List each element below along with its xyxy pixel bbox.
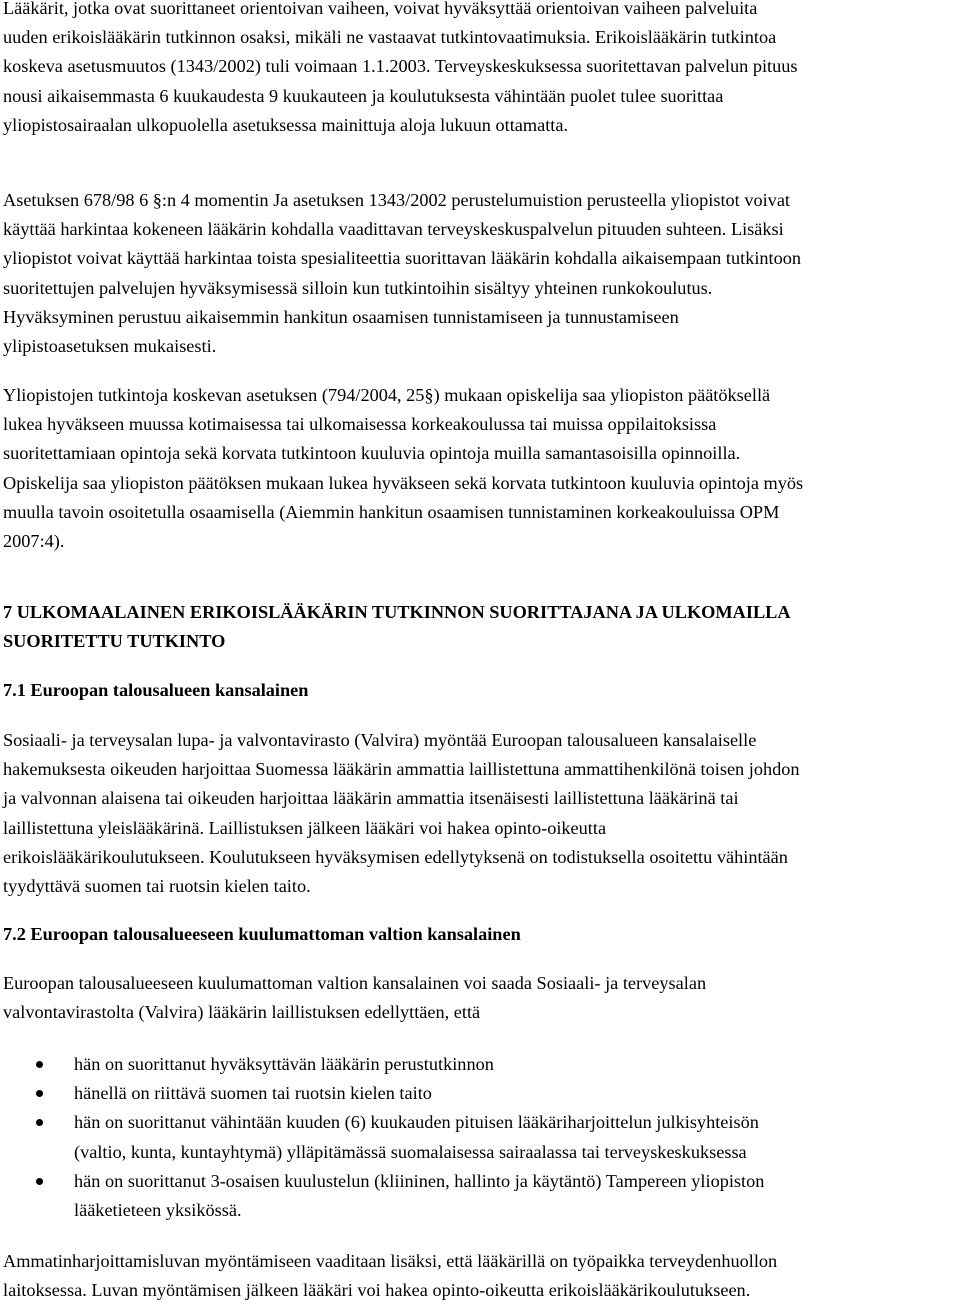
section-7-1-heading: 7.1 Euroopan talousalueen kansalainen	[3, 680, 309, 700]
text-line: tyydyttävä suomen tai ruotsin kielen taito.	[3, 876, 311, 897]
text-line: suoritettujen palvelujen hyväksymisessä silloin kun tutkintoihin sisältyy yhteinen runkokoulutus.	[3, 277, 713, 298]
bullet-icon	[36, 1061, 43, 1068]
text-line: yliopistot voivat käyttää harkintaa toista spesialiteettia suorittavan lääkärin kohdalla aikaisempaan tutkintoon	[3, 248, 802, 269]
paragraph-non-eea-citizen	[3, 969, 706, 1027]
text-line: hänellä on riittävä suomen tai ruotsin kielen taito	[74, 1083, 432, 1104]
list-item	[0, 1167, 764, 1225]
list-item	[0, 1108, 764, 1166]
text-line: käyttää harkintaa kokeneen lääkärin kohdalla vaadittavan terveyskeskuspalvelun pituuden suhteen. Lisäksi	[3, 219, 784, 240]
text-line: lääketieteen yksikössä.	[74, 1200, 242, 1221]
paragraph-eea-citizen	[3, 726, 800, 901]
text-line: Euroopan talousalueeseen kuulumattoman valtion kansalainen voi saada Sosiaali- ja terveysalan	[3, 973, 707, 993]
text-line: lukea hyväkseen muussa kotimaisessa tai ulkomaisessa korkeakoulussa tai muissa oppilaitoksissa	[3, 414, 717, 435]
text-line: Hyväksyminen perustuu aikaisemmin hankitun osaamisen tunnistamiseen ja tunnustamiseen	[3, 306, 679, 327]
text-line: Yliopistojen tutkintoja koskevan asetuksen (794/2004, 25§) mukaan opiskelija saa yliopiston päätöksellä	[3, 385, 771, 405]
text-line: hän on suorittanut hyväksyttävän lääkärin perustutkinnon	[74, 1054, 494, 1074]
text-line: nousi aikaisemmasta 6 kuukaudesta 9 kuukauteen ja koulutuksesta vähintään puolet tulee suorittaa	[3, 85, 724, 106]
text-line: hän on suorittanut 3-osaisen kuulustelun (kliininen, hallinto ja käytäntö) Tampereen yliopiston	[74, 1170, 765, 1191]
text-line: (valtio, kunta, kuntayhtymä) ylläpitämässä suomalaisessa sairaalassa tai terveyskeskuksessa	[74, 1141, 747, 1162]
text-line: 2007:4).	[3, 531, 65, 552]
list-item	[0, 1050, 764, 1079]
paragraph-practice-license	[3, 1247, 777, 1305]
text-line: ja valvonnan alaisena tai oikeuden harjoittaa lääkärin ammattia itsenäisesti laillistettuna lääkärinä tai	[3, 788, 739, 809]
text-line: hän on suorittanut vähintään kuuden (6) kuukauden pituisen lääkäriharjoittelun julkisyhteisön	[74, 1112, 759, 1133]
text-line: laillistettuna yleislääkärinä. Laillistuksen jälkeen lääkäri voi hakea opinto-oikeutta	[3, 817, 607, 838]
text-line: yliopistosairaalan ulkopuolella asetuksessa mainittuja aloja lukuun ottamatta.	[3, 114, 569, 135]
paragraph-university-degrees	[3, 381, 803, 556]
paragraph-orientation-phase	[3, 0, 798, 140]
text-line: uuden erikoislääkärin tutkinnon osaksi, mikäli ne vastaavat tutkintovaatimuksia. Erikoislääkärin tutkintoa	[3, 27, 777, 48]
text-line: erikoislääkärikoulutukseen. Koulutukseen hyväksymisen edellytyksenä on todistuksella osoitettu vähintään	[3, 846, 788, 867]
bullet-icon	[36, 1119, 43, 1126]
text-line: Sosiaali- ja terveysalan lupa- ja valvontavirasto (Valvira) myöntää Euroopan talousalueen kansalaiselle	[3, 730, 757, 750]
text-line: suoritettamiaan opintoja sekä korvata tutkintoon kuuluvia opintoja muilla samantasoisilla opinnoilla.	[3, 443, 741, 464]
text-line: Ammatinharjoittamisluvan myöntämiseen vaaditaan lisäksi, että lääkärillä on työpaikka terveydenhuollon	[3, 1251, 778, 1271]
text-line: valvontavirastolta (Valvira) lääkärin laillistuksen edellyttäen, että	[3, 1002, 481, 1023]
text-line: Lääkärit, jotka ovat suorittaneet orientoivan vaiheen, voivat hyväksyttää orientoivan vaiheen palveluita	[3, 0, 758, 18]
text-line: ylipistoasetuksen mukaisesti.	[3, 336, 217, 357]
paragraph-decree-678-98	[3, 186, 801, 361]
bullet-icon	[36, 1178, 43, 1185]
heading-line: 7 ULKOMAALAINEN ERIKOISLÄÄKÄRIN TUTKINNON SUORITTAJANA JA ULKOMAILLA	[3, 602, 791, 622]
bullet-icon	[36, 1090, 43, 1097]
list-item	[0, 1079, 764, 1108]
text-line: laitoksessa. Luvan myöntämisen jälkeen lääkäri voi hakea opinto-oikeutta erikoislääkärikoulutukseen.	[3, 1280, 751, 1301]
heading-line: SUORITETTU TUTKINTO	[3, 631, 226, 652]
text-line: Opiskelija saa yliopiston päätöksen mukaan lukea hyväkseen sekä korvata tutkintoon kuuluvia opintoja myös	[3, 472, 804, 493]
text-line: Asetuksen 678/98 6 §:n 4 momentin Ja asetuksen 1343/2002 perustelumuistion perusteella yliopistot voivat	[3, 190, 791, 210]
section-7-2-heading: 7.2 Euroopan talousalueeseen kuulumattoman valtion kansalainen	[3, 924, 521, 944]
section-7-heading	[3, 598, 791, 656]
text-line: hakemuksesta oikeuden harjoittaa Suomessa lääkärin ammattia laillistettuna ammattihenkilönä toisen johdon	[3, 759, 800, 780]
text-line: muulla tavoin osoitetulla osaamisella (Aiemmin hankitun osaamisen tunnistaminen korkeakouluissa OPM	[3, 501, 780, 522]
text-line: koskeva asetusmuutos (1343/2002) tuli voimaan 1.1.2003. Terveyskeskuksessa suoritettavan palvelun pituus	[3, 56, 798, 77]
requirements-list	[0, 1050, 764, 1225]
